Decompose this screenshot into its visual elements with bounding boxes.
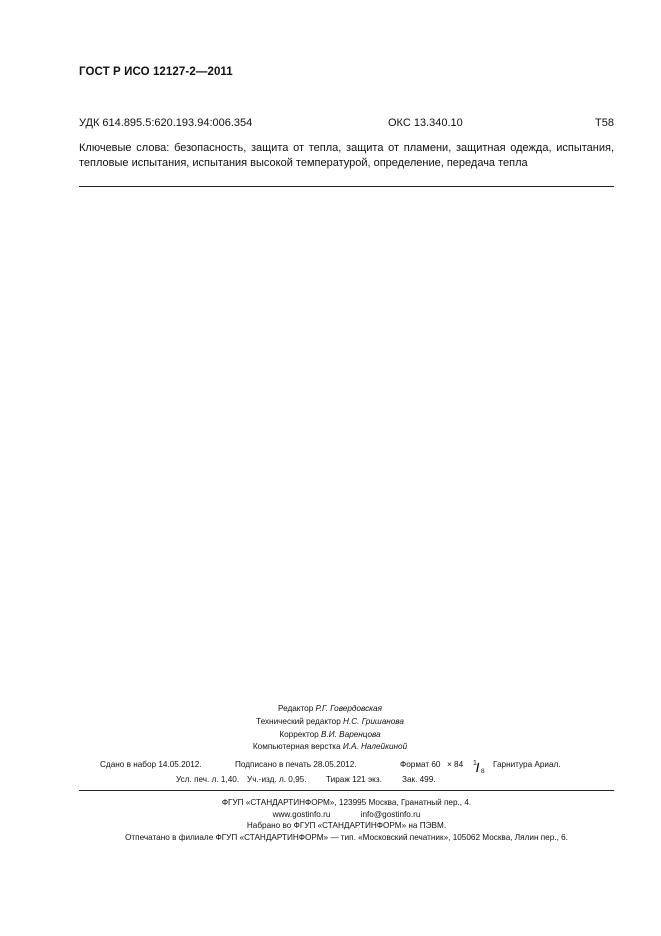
publisher-address: ФГУП «СТАНДАРТИНФОРМ», 123995 Москва, Гранатный пер., 4.	[221, 798, 472, 807]
divider-top	[79, 186, 614, 187]
credits-block	[180, 703, 480, 754]
group-code: Т58	[595, 117, 614, 129]
publisher-website[interactable]: www.gostinfo.ru	[272, 809, 331, 819]
keywords-paragraph: Ключевые слова: безопасность, защита от тепла, защита от пламени, защитная одежда, испытания, тепловые испытания, испытания высокой температурой, определение, передача тепла	[79, 142, 614, 169]
typeset-note: Набрано во ФГУП «СТАНДАРТИНФОРМ» на ПЭВМ.	[246, 821, 447, 830]
format-multiplier: × 84	[447, 760, 464, 769]
format-fraction-slash: /	[476, 761, 480, 775]
oks-code: ОКС 13.340.10	[388, 117, 463, 129]
credit-proofreader: Корректор В.И. Варенцова	[279, 729, 381, 739]
printed-note: Отпечатано в филиале ФГУП «СТАНДАРТИНФОРМ» — тип. «Московский печатник», 105062 Москва, Лялин пер., 6.	[125, 832, 568, 842]
credit-editor: Редактор Р.Г. Говердовская	[278, 704, 382, 713]
circulation: Тираж 121 экз.	[326, 775, 382, 784]
publisher-block	[79, 797, 614, 843]
divider-bottom	[79, 790, 614, 791]
format-label: Формат 60	[400, 760, 441, 769]
standard-id: ГОСТ Р ИСО 12127-2—2011	[79, 66, 233, 78]
pub-sheets: Уч.-изд. л. 0,95.	[247, 775, 307, 784]
print-sheets: Усл. печ. л. 1,40.	[176, 775, 240, 784]
credit-tech-editor: Технический редактор Н.С. Гришанова	[256, 716, 404, 726]
typeface: Гарнитура Ариал.	[493, 760, 561, 769]
credit-layout: Компьютерная верстка И.А. Налейкиной	[252, 742, 408, 752]
publisher-email[interactable]: info@gostinfo.ru	[360, 809, 421, 819]
format-fraction-denominator: 8	[481, 768, 485, 775]
print-info-line-2	[100, 775, 570, 787]
submitted-date: Сдано в набор 14.05.2012.	[100, 760, 202, 769]
signed-date: Подписано в печать 28.05.2012.	[235, 760, 357, 769]
classification-row	[79, 117, 614, 131]
format-fraction-numerator: 1	[473, 760, 477, 767]
publisher-contacts	[259, 809, 435, 821]
udk-code: УДК 614.895.5:620.193.94:006.354	[79, 117, 253, 129]
print-info-line-1	[100, 760, 570, 775]
order-number: Зак. 499.	[402, 775, 436, 784]
